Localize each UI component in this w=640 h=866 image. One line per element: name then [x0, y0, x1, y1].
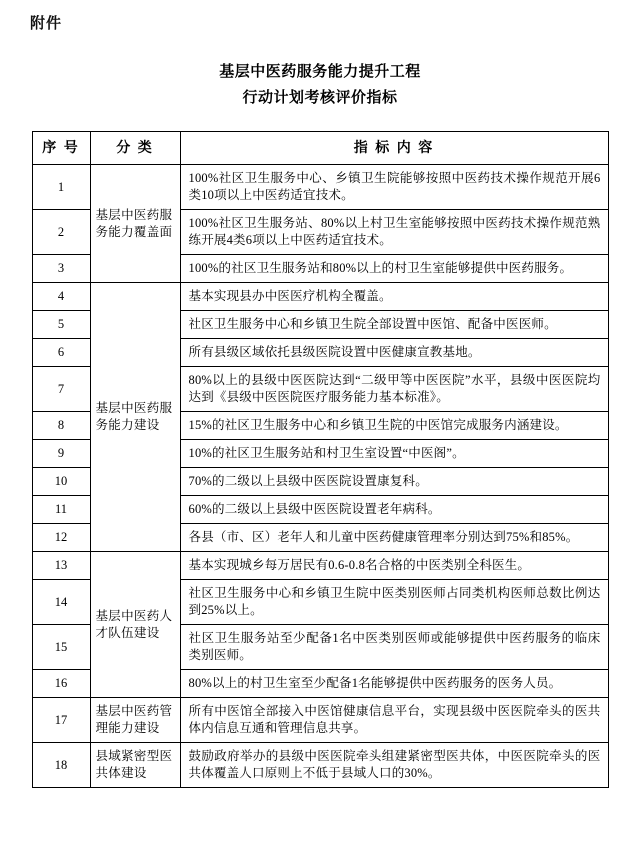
- table-row: [32, 552, 608, 580]
- row-content: 80%以上的村卫生室至少配备1名能够提供中医药服务的医务人员。: [180, 670, 608, 698]
- row-number: 14: [32, 580, 90, 625]
- row-content: 100%社区卫生服务站、80%以上村卫生室能够按照中医药技术操作规范熟练开展4类6项以上中医药适宜技术。: [180, 210, 608, 255]
- column-header-category: 分 类: [90, 132, 180, 165]
- row-number: 8: [32, 412, 90, 440]
- row-content: 基本实现县办中医医疗机构全覆盖。: [180, 283, 608, 311]
- row-content: 15%的社区卫生服务中心和乡镇卫生院的中医馆完成服务内涵建设。: [180, 412, 608, 440]
- column-header-content: 指 标 内 容: [180, 132, 608, 165]
- attachment-label: 附件: [30, 16, 63, 32]
- row-number: 1: [32, 165, 90, 210]
- column-header-number: 序 号: [32, 132, 90, 165]
- row-number: 18: [32, 743, 90, 788]
- table-row: [32, 165, 608, 210]
- row-content: 社区卫生服务中心和乡镇卫生院中医类别医师占同类机构医师总数比例达到25%以上。: [180, 580, 608, 625]
- category-cell-management: 基层中医药管理能力建设: [90, 698, 180, 743]
- indicators-table: [32, 131, 609, 788]
- category-cell-medical-community: 县域紧密型医共体建设: [90, 743, 180, 788]
- row-content: 基本实现城乡每万居民有0.6-0.8名合格的中医类别全科医生。: [180, 552, 608, 580]
- row-content: 社区卫生服务中心和乡镇卫生院全部设置中医馆、配备中医医师。: [180, 311, 608, 339]
- table-row: [32, 743, 608, 788]
- table-row: [32, 698, 608, 743]
- row-number: 17: [32, 698, 90, 743]
- row-number: 4: [32, 283, 90, 311]
- row-number: 11: [32, 496, 90, 524]
- row-content: 各县（市、区）老年人和儿童中医药健康管理率分别达到75%和85%。: [180, 524, 608, 552]
- row-content: 100%社区卫生服务中心、乡镇卫生院能够按照中医药技术操作规范开展6类10项以上中医药适宜技术。: [180, 165, 608, 210]
- row-number: 10: [32, 468, 90, 496]
- page-title: [28, 59, 612, 111]
- row-content: 所有中医馆全部接入中医馆健康信息平台，实现县级中医医院牵头的医共体内信息互通和管理信息共享。: [180, 698, 608, 743]
- row-content: 鼓励政府举办的县级中医医院牵头组建紧密型医共体，中医医院牵头的医共体覆盖人口原则上不低于县域人口的30%。: [180, 743, 608, 788]
- row-content: 所有县级区域依托县级医院设置中医健康宣教基地。: [180, 339, 608, 367]
- row-number: 13: [32, 552, 90, 580]
- row-number: 5: [32, 311, 90, 339]
- table-header-row: [32, 132, 608, 165]
- row-content: 60%的二级以上县级中医医院设置老年病科。: [180, 496, 608, 524]
- row-number: 9: [32, 440, 90, 468]
- row-content: 100%的社区卫生服务站和80%以上的村卫生室能够提供中医药服务。: [180, 255, 608, 283]
- row-number: 2: [32, 210, 90, 255]
- category-cell-workforce: 基层中医药人才队伍建设: [90, 552, 180, 698]
- row-number: 3: [32, 255, 90, 283]
- row-number: 12: [32, 524, 90, 552]
- title-line-2: 行动计划考核评价指标: [242, 90, 398, 106]
- row-number: 15: [32, 625, 90, 670]
- row-content: 10%的社区卫生服务站和村卫生室设置“中医阁”。: [180, 440, 608, 468]
- category-cell-capacity: 基层中医药服务能力建设: [90, 283, 180, 552]
- row-content: 社区卫生服务站至少配备1名中医类别医师或能够提供中医药服务的临床类别医师。: [180, 625, 608, 670]
- row-content: 80%以上的县级中医医院达到“二级甲等中医医院”水平，县级中医医院均达到《县级中医医院医疗服务能力基本标准》。: [180, 367, 608, 412]
- row-number: 7: [32, 367, 90, 412]
- row-number: 16: [32, 670, 90, 698]
- row-number: 6: [32, 339, 90, 367]
- title-line-1: 基层中医药服务能力提升工程: [219, 64, 421, 80]
- table-row: [32, 283, 608, 311]
- category-cell-coverage: 基层中医药服务能力覆盖面: [90, 165, 180, 283]
- row-content: 70%的二级以上县级中医医院设置康复科。: [180, 468, 608, 496]
